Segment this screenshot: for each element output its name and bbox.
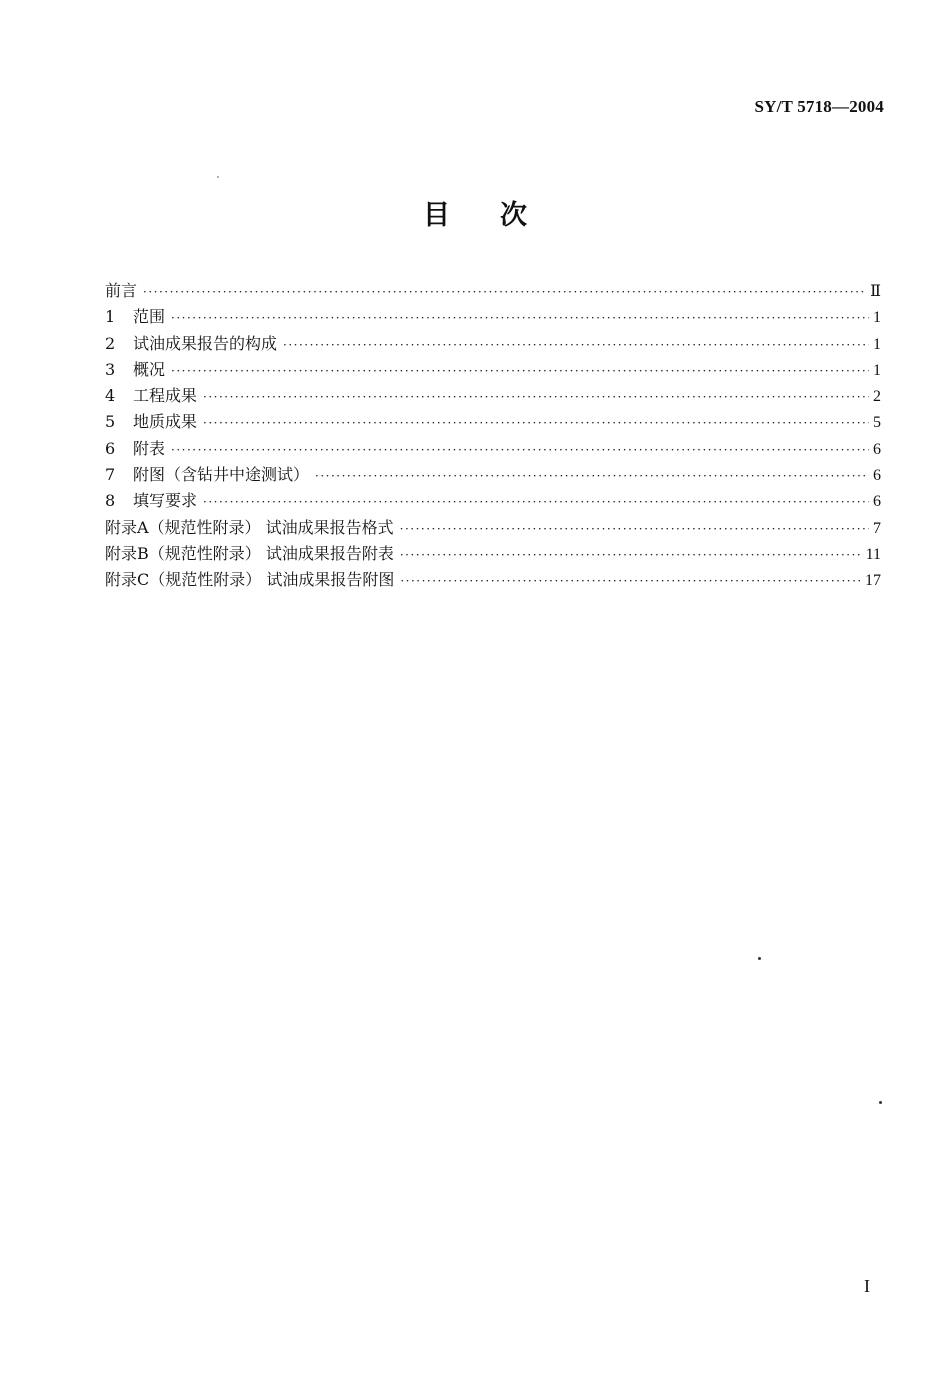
toc-entry-page: 6 <box>873 467 881 485</box>
toc-entry-page: 17 <box>865 572 881 590</box>
toc-entry-number: 4 <box>105 386 116 406</box>
dot-leader <box>171 305 869 331</box>
toc-entry-number: 8 <box>105 491 116 511</box>
toc-entry-preface[interactable] <box>105 278 881 304</box>
dot-leader <box>400 516 869 542</box>
toc-entry-label: 工程成果 <box>133 386 198 406</box>
page-number: I <box>864 1276 870 1296</box>
page-title <box>0 193 950 232</box>
toc-entry-page: 6 <box>873 493 881 511</box>
title-char-1: 目 <box>423 200 450 231</box>
toc-entry-page: 2 <box>873 388 881 406</box>
toc-entry-page: 6 <box>873 440 881 458</box>
toc-entry-label: 概况 <box>133 359 166 379</box>
dot-leader <box>400 568 861 594</box>
toc-entry-page: 7 <box>873 519 881 537</box>
toc-entry-7[interactable] <box>105 462 881 488</box>
toc-entry-label: 填写要求 <box>133 491 198 511</box>
toc-entry-label: 附录A（规范性附录） 试油成果报告格式 <box>105 517 394 537</box>
dot-leader <box>203 489 869 515</box>
toc-entry-appendix-c[interactable] <box>105 567 881 593</box>
toc-entry-page: 5 <box>873 414 881 432</box>
toc-entry-label: 附表 <box>133 438 166 458</box>
toc-entry-6[interactable] <box>105 436 881 462</box>
toc-entry-label: 附图（含钻井中途测试） <box>133 465 310 485</box>
dot-leader <box>171 358 869 384</box>
standard-code: SY/T 5718—2004 <box>754 97 884 116</box>
dot-leader <box>315 463 869 489</box>
toc-entry-page: 1 <box>873 335 881 353</box>
toc-entry-appendix-b[interactable] <box>105 541 881 567</box>
toc-entry-label: 地质成果 <box>133 412 198 432</box>
toc-entry-number: 1 <box>105 307 116 327</box>
dot-leader <box>203 410 869 436</box>
dot-leader <box>171 437 869 463</box>
toc-entry-3[interactable] <box>105 357 881 383</box>
dot-leader <box>400 542 862 568</box>
toc-entry-label: 范围 <box>133 307 166 327</box>
title-char-2: 次 <box>500 200 527 231</box>
dot-leader <box>143 279 866 305</box>
toc-entry-8[interactable] <box>105 488 881 514</box>
toc-entry-appendix-a[interactable] <box>105 515 881 541</box>
toc-entry-number: 2 <box>105 333 116 353</box>
toc-entry-number: 6 <box>105 438 116 458</box>
toc-entry-4[interactable] <box>105 383 881 409</box>
toc-entry-1[interactable] <box>105 304 881 330</box>
table-of-contents <box>105 278 881 594</box>
toc-entry-page: Ⅱ <box>870 283 881 300</box>
toc-entry-page: 11 <box>865 545 881 563</box>
toc-entry-label: 试油成果报告的构成 <box>133 333 278 353</box>
toc-entry-page: 1 <box>873 309 881 327</box>
toc-entry-label: 附录B（规范性附录） 试油成果报告附表 <box>105 543 394 563</box>
toc-entry-page: 1 <box>873 361 881 379</box>
dot-leader <box>283 332 869 358</box>
scan-speck <box>758 957 761 960</box>
toc-entry-number: 3 <box>105 359 116 379</box>
toc-entry-number: 5 <box>105 412 116 432</box>
dot-leader <box>203 384 869 410</box>
toc-entry-number: 7 <box>105 465 116 485</box>
scan-speck <box>217 176 219 178</box>
toc-entry-label: 附录C（规范性附录） 试油成果报告附图 <box>105 570 395 590</box>
toc-entry-label: 前言 <box>105 281 138 300</box>
toc-entry-2[interactable] <box>105 331 881 357</box>
toc-entry-5[interactable] <box>105 409 881 435</box>
scan-speck <box>879 1101 882 1104</box>
